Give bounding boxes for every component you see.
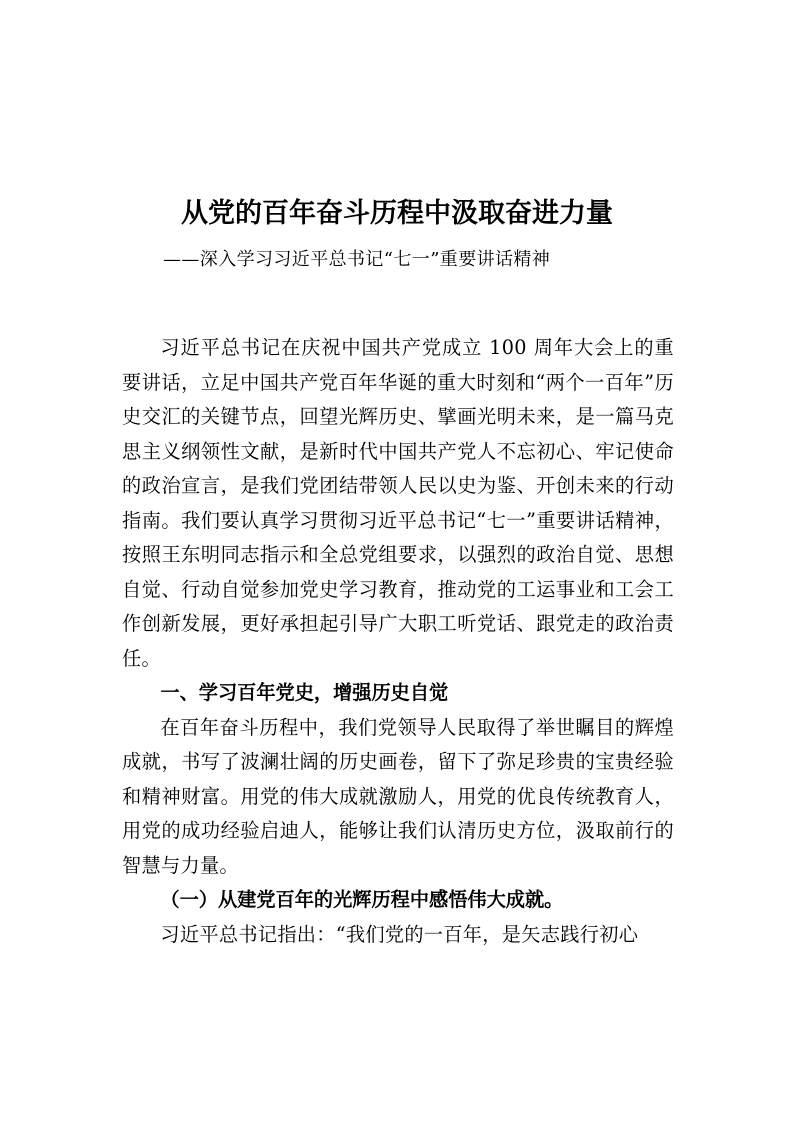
document-title: 从党的百年奋斗历程中汲取奋进力量 xyxy=(181,198,613,229)
section-paragraph: 在百年奋斗历程中，我们党领导人民取得了举世瞩目的辉煌成就，书写了波澜壮阔的历史画卷，留下了弥足珍贵的宝贵经验和精神财富。用党的伟大成就激励人，用党的优良传统教育人，用党的成功经验启迪人，能够让我们认清历史方位，汲取前行的智慧与力量。 xyxy=(122,715,674,877)
intro-paragraph: 习近平总书记在庆祝中国共产党成立 100 周年大会上的重要讲话，立足中国共产党百年华诞的重大时刻和“两个一百年”历史交汇的关键节点，回望光辉历史、擘画光明未来，是一篇马克思主义纲领性文献，是新时代中国共产党人不忘初心、牢记使命的政治宣言，是我们党团结带领人民以史为鉴、开创未来的行动指南。我们要认真学习贯彻习近平总书记“七一”重要讲话精神，按照王东明同志指示和全总党组要求，以强烈的政治自觉、思想自觉、行动自觉参加党史学习教育，推动党的工运事业和工会工作创新发展，更好承担起引导广大职工听党话、跟党走的政治责任。 xyxy=(122,336,674,670)
subsection-heading: （一）从建党百年的光辉历程中感悟伟大成就。 xyxy=(160,888,564,911)
document-subtitle: ——深入学习习近平总书记“七一”重要讲话精神 xyxy=(163,249,551,270)
section-heading: 一、学习百年党史，增强历史自觉 xyxy=(160,681,449,704)
document-body xyxy=(122,331,674,952)
subsection-paragraph: 习近平总书记指出：“我们党的一百年，是矢志践行初心 xyxy=(160,922,639,946)
